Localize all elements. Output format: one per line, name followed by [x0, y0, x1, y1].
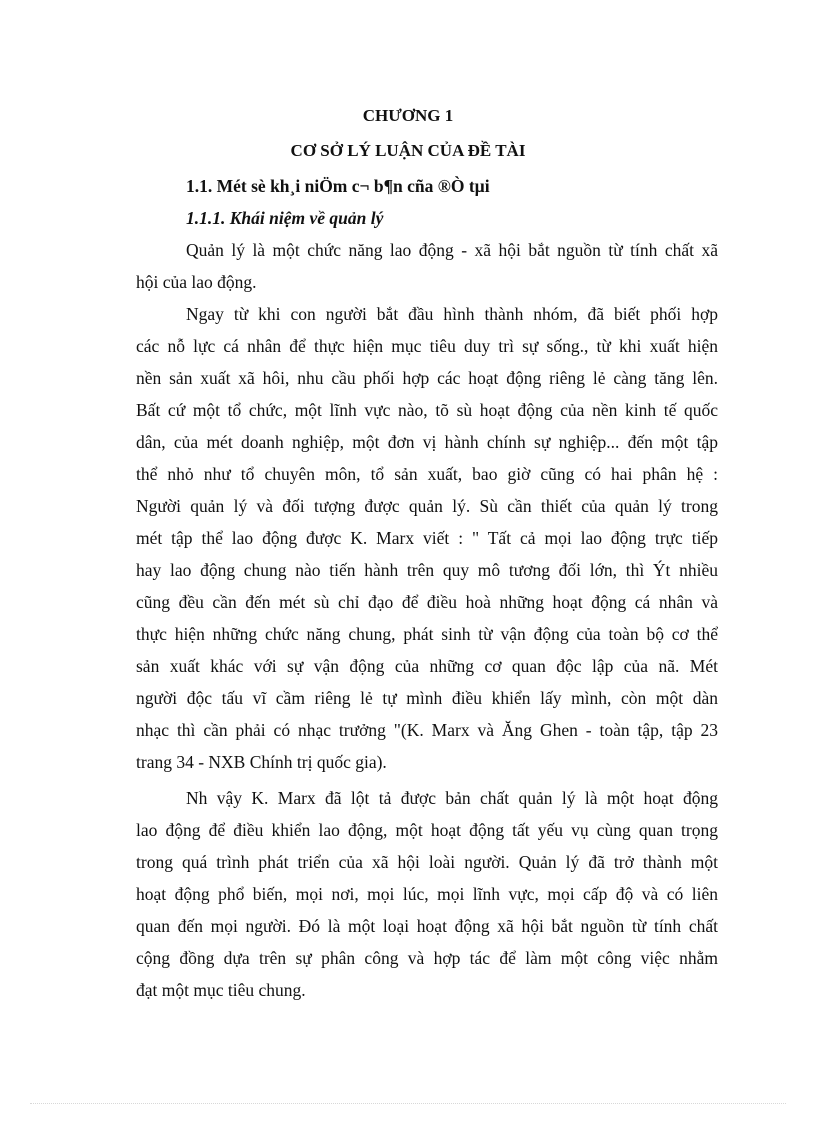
paragraph-line: cũng đều cần đến mét sù chỉ đạo để điều hoà những hoạt động cá nhân và	[136, 592, 718, 612]
paragraph-line: trang 34 - NXB Chính trị quốc gia).	[136, 752, 387, 772]
paragraph-line: người độc tấu vĩ cầm riêng lẻ tự mình điều khiển lấy mình, còn một dàn	[136, 688, 718, 708]
paragraph-line: hoạt động phổ biến, mọi nơi, mọi lúc, mọi lĩnh vực, mọi cấp độ và có liên	[136, 884, 718, 904]
paragraph-line: Ngay từ khi con người bắt đầu hình thành nhóm, đã biết phối hợp	[186, 304, 718, 324]
paragraph-line: lao động để điều khiển lao động, một hoạt động tất yếu vụ cùng quan trọng	[136, 820, 718, 840]
paragraph-line: hội của lao động.	[136, 272, 257, 292]
paragraph-line: thực hiện những chức năng chung, phát sinh từ vận động của toàn bộ cơ thể	[136, 624, 718, 644]
page-bottom-rule	[30, 1103, 786, 1104]
paragraph-line: nền sản xuất xã hôi, nhu cầu phối hợp các hoạt động riêng lẻ càng tăng lên.	[136, 368, 718, 388]
paragraph-line: thể nhỏ như tổ chuyên môn, tổ sản xuất, bao giờ cũng có hai phân hệ :	[136, 464, 718, 484]
paragraph-line: sản xuất khác với sự vận động của những cơ quan độc lập của nã. Mét	[136, 656, 718, 676]
paragraph-line: Nh vậy K. Marx đã lột tả được bản chất quản lý là một hoạt động	[186, 788, 718, 808]
paragraph-line: mét tập thể lao động được K. Marx viết : " Tất cả mọi lao động trực tiếp	[136, 528, 718, 548]
paragraph-line: Người quản lý và đối tượng được quản lý. Sù cần thiết của quản lý trong	[136, 496, 718, 516]
paragraph-line: dân, của mét doanh nghiệp, một đơn vị hành chính sự nghiệp... đến một tập	[136, 432, 718, 452]
paragraph-line: các nỗ lực cá nhân để thực hiện mục tiêu duy trì sự sống., từ khi xuất hiện	[136, 336, 718, 356]
paragraph-line: quan đến mọi người. Đó là một loại hoạt động xã hội bắt nguồn từ tính chất	[136, 916, 718, 936]
paragraph-line: trong quá trình phát triển của xã hội loài người. Quản lý đã trở thành một	[136, 852, 718, 872]
paragraph-line: hay lao động chung nào tiến hành trên quy mô tương đối lớn, thì Ýt nhiều	[136, 560, 718, 580]
paragraph-line: nhạc thì cần phải có nhạc trưởng "(K. Marx và Ăng Ghen - toàn tập, tập 23	[136, 720, 718, 740]
paragraph-line: Bất cứ một tổ chức, một lĩnh vực nào, tõ sù hoạt động của nền kinh tế quốc	[136, 400, 718, 420]
paragraph-line: Quản lý là một chức năng lao động - xã hội bắt nguồn từ tính chất xã	[186, 240, 718, 260]
paragraph-line: cộng đồng dựa trên sự phân công và hợp tác để làm một công việc nhằm	[136, 948, 718, 968]
chapter-title: CƠ SỞ LÝ LUẬN CỦA ĐỀ TÀI	[290, 141, 526, 160]
section-heading: 1.1. Mét sè kh¸i niÖm c¬ b¶n cña ®Ò tµi	[186, 176, 490, 196]
subsection-heading: 1.1.1. Khái niệm về quản lý	[186, 208, 384, 228]
chapter-number: CHƯƠNG 1	[362, 106, 454, 125]
paragraph-line: đạt một mục tiêu chung.	[136, 980, 306, 1000]
